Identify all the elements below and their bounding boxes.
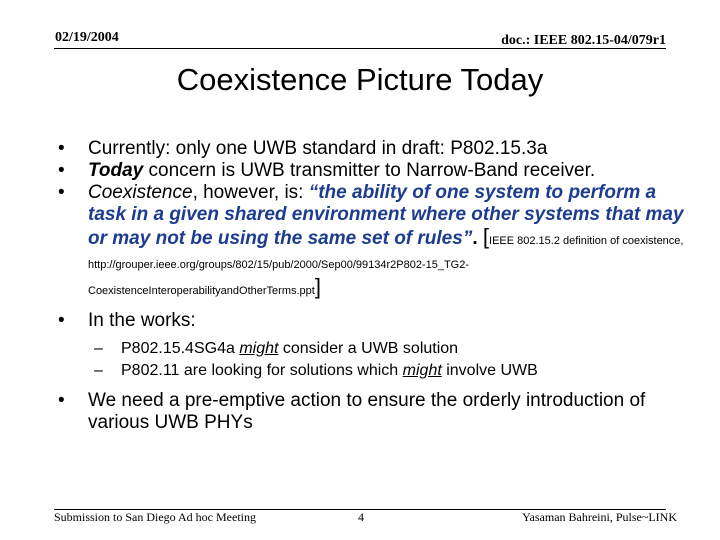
bullet-text: Currently: only one UWB standard in draft: P802.15.3a (88, 138, 548, 159)
sub-bullet-text: P802.15.4SG4a (121, 340, 240, 357)
header-rule (54, 48, 666, 49)
sub-bullet-emphasis: might (239, 340, 279, 357)
reference-close-bracket: ] (314, 274, 321, 299)
footer-submission: Submission to San Diego Ad hoc Meeting (54, 510, 256, 524)
bullet-emphasis: Today (88, 160, 144, 181)
bullet-text: , however, is: (192, 182, 309, 203)
bullet-pre-emptive (56, 390, 688, 434)
slide-title: Coexistence Picture Today (176, 62, 544, 97)
footer-page-number: 4 (358, 510, 364, 524)
slide-body (56, 138, 688, 434)
bullet-text: We need a pre-emptive action to ensure the orderly introduction of various UWB PHYs (88, 390, 646, 433)
bullet-text: In the works: (88, 310, 196, 331)
sub-bullet-text: involve UWB (441, 362, 538, 379)
bullet-text: concern is UWB transmitter to Narrow-Band receiver. (143, 160, 596, 181)
coexistence-definition-quote: “the ability of one system to perform a task in a given shared environment where other systems that may or may not be using the same set of rules” (88, 182, 684, 249)
bullet-coexistence (56, 182, 688, 302)
footer-author: Yasaman Bahreini, Pulse~LINK (522, 510, 677, 524)
sub-bullet-text: P802.11 are looking for solutions which (121, 362, 403, 379)
reference-citation: IEEE 802.15.2 definition of coexistence, http://grouper.ieee.org/groups/802/15/pub/2000/Sep00/99134r2P802-15_TG2-CoexistenceInteroperabilityandOtherTerms.ppt (88, 235, 684, 297)
bullet-currently (56, 138, 688, 160)
bullet-emphasis: Coexistence (88, 182, 193, 203)
sub-bullet-mark: – (94, 340, 103, 357)
bullet-in-the-works (56, 310, 688, 332)
header-date: 02/19/2004 (55, 30, 119, 45)
sub-bullet-802-15-4sg4a (56, 338, 688, 360)
bullet-mark: • (58, 182, 65, 203)
sub-bullet-802-11 (56, 360, 688, 382)
reference-open-bracket: [ (482, 224, 490, 249)
sub-bullet-emphasis: might (402, 362, 442, 379)
bullet-mark: • (58, 138, 65, 159)
bullet-mark: • (58, 390, 65, 411)
bullet-mark: • (58, 310, 65, 331)
sub-bullet-text: consider a UWB solution (278, 340, 459, 357)
bullet-today (56, 160, 688, 182)
bullet-mark: • (58, 160, 65, 181)
sub-bullet-mark: – (94, 362, 103, 379)
header-doc-id: doc.: IEEE 802.15-04/079r1 (501, 33, 666, 48)
quote-period: . (472, 228, 483, 249)
